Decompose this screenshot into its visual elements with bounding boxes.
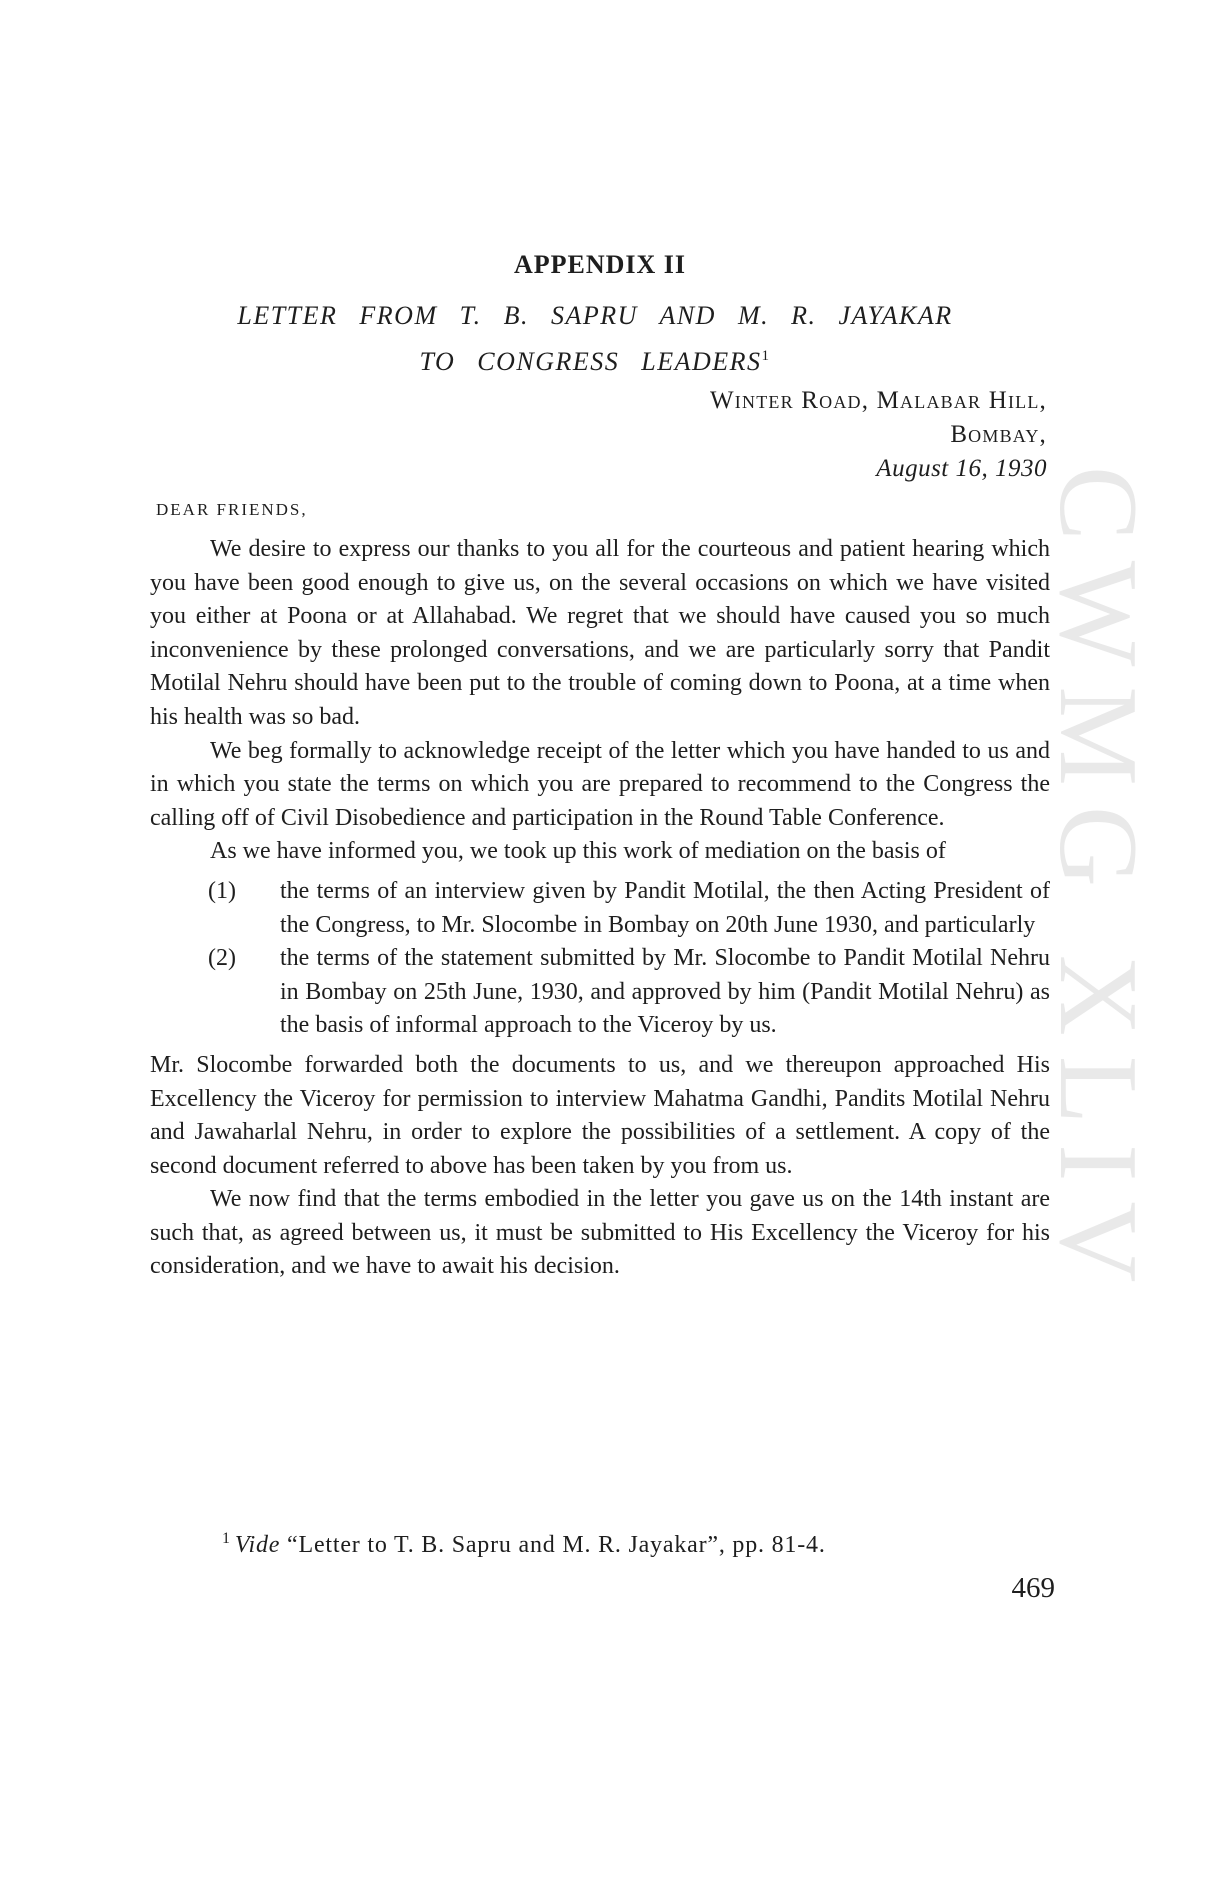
sender-address [710, 384, 1047, 486]
appendix-heading: APPENDIX II [513, 250, 687, 279]
paragraph-2: We beg formally to acknowledge receipt of the letter which you have handed to us and in which you state the terms on which you are prepared to recommend to the Congress the calling off of Civil Disobedience and participation in the Round Table Conference. [150, 737, 1050, 831]
list-item-text: the terms of the statement submitted by Mr. Slocombe to Pandit Motilal Nehru in Bombay on 25th June, 1930, and approved by him (Pandit Motilal Nehru) as the basis of informal approach to the Viceroy by us. [280, 945, 1050, 1039]
numbered-list [150, 875, 1050, 1043]
letter-title-line-1: LETTER FROM T. B. SAPRU AND M. R. JAYAKAR [237, 301, 953, 330]
paragraph-4: Mr. Slocombe forwarded both the documents to us, and we thereupon approached His Excellency the Viceroy for permission to interview Mahatma Gandhi, Pandits Motilal Nehru and Jawaharlal Nehru, in order to explore the possibilities of a settlement. A copy of the second document referred to above has been taken by you from us. [150, 1051, 1050, 1179]
footnote-reference: 1 [761, 348, 771, 364]
paragraph-5: We now find that the terms embodied in the letter you gave us on the 14th instant are such that, as agreed between us, it must be submitted to His Excellency the Viceroy for his consideration, and we have to await his decision. [150, 1186, 1050, 1280]
paragraph-3: As we have informed you, we took up this work of mediation on the basis of [210, 838, 946, 865]
letter-title-line-2 [0, 336, 1190, 382]
letter-date: August 16, 1930 [876, 455, 1047, 482]
letter-title-line-2-text: TO CONGRESS LEADERS [419, 347, 762, 376]
list-item-number: (2) [208, 945, 236, 972]
letter-body [150, 533, 1050, 1284]
footnote-mark: 1 [222, 1530, 231, 1547]
footnote-vide: Vide [234, 1532, 281, 1558]
list-item [150, 942, 1050, 1043]
page-number: 469 [1011, 1572, 1055, 1604]
list-item-number: (1) [208, 877, 236, 904]
list-item-text: the terms of an interview given by Pandit Motilal, the then Acting President of the Congress, to Mr. Slocombe in Bombay on 20th June 1930, and particularly [280, 877, 1050, 938]
salutation: DEAR FRIENDS, [156, 500, 308, 519]
address-city: Bombay, [950, 421, 1047, 448]
footnote-text: “Letter to T. B. Sapru and M. R. Jayakar”, pp. 81-4. [287, 1532, 826, 1558]
list-item [150, 875, 1050, 942]
paragraph-1: We desire to express our thanks to you all for the courteous and patient hearing which you have been good enough to give us, on the several occasions on which we have visited you either at Poona or at Allahabad. We regret that we should have caused you so much inconvenience by these prolonged conversations, and we are particularly sorry that Pandit Motilal Nehru should have been put to the trouble of coming down to Poona, at a time when his health was so bad. [150, 536, 1050, 730]
footnote [222, 1530, 826, 1559]
letter-title [0, 296, 1190, 382]
address-street: Winter Road, Malabar Hill, [710, 387, 1047, 414]
watermark: CWMG XLIV [1036, 466, 1160, 1303]
